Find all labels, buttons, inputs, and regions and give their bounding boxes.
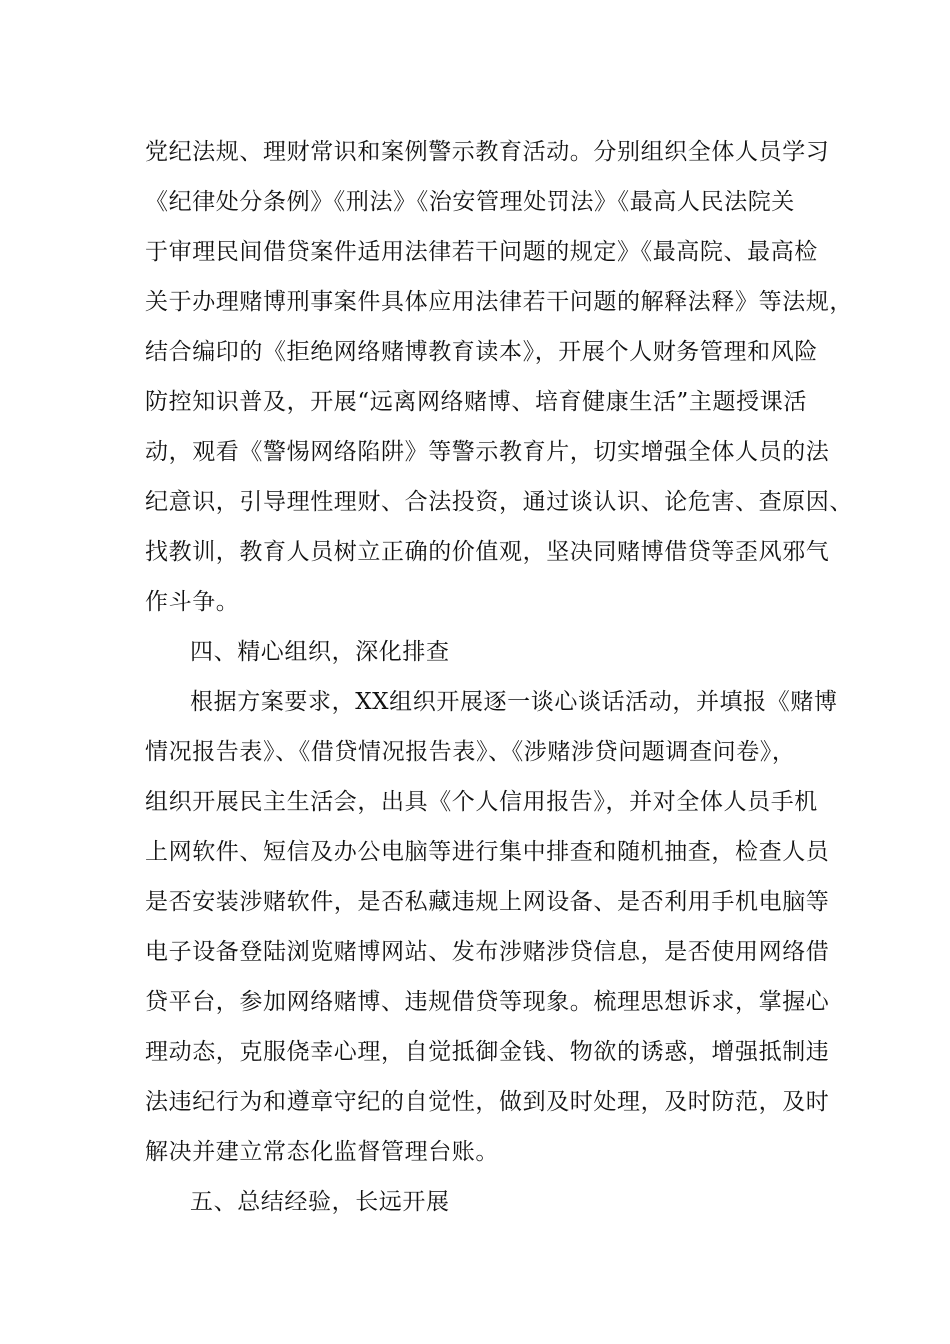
body-text-line: 理动态，克服侥幸心理，自觉抵御金钱、物欲的诱惑，增强抵制违 <box>145 1039 830 1065</box>
body-text-line: 动，观看《警惕网络陷阱》等警示教育片，切实增强全体人员的法 <box>145 439 830 465</box>
body-text-line: 法违纪行为和遵章守纪的自觉性，做到及时处理，及时防范，及时 <box>145 1089 830 1115</box>
body-text-line: 找教训，教育人员树立正确的价值观，坚决同赌博借贷等歪风邪气 <box>145 539 830 565</box>
body-text-line: 纪意识，引导理性理财、合法投资，通过谈认识、论危害、查原因、 <box>145 489 853 515</box>
body-text-line: 组织开展民主生活会，出具《个人信用报告》，并对全体人员手机 <box>145 789 818 815</box>
body-text-line: 情况报告表》、《借贷情况报告表》、《涉赌涉贷问题调查问卷》， <box>145 739 796 765</box>
body-text-line: 《纪律处分条例》《刑法》《治安管理处罚法》《最高人民法院关 <box>145 189 795 215</box>
body-text-line: 上网软件、短信及办公电脑等进行集中排查和随机抽查，检查人员 <box>145 839 830 865</box>
section-heading: 五、总结经验，长远开展 <box>190 1189 450 1215</box>
body-text-line: 结合编印的《拒绝网络赌博教育读本》，开展个人财务管理和风险 <box>145 339 818 365</box>
body-text-line: 是否安装涉赌软件，是否私藏违规上网设备、是否利用手机电脑等 <box>145 889 830 915</box>
body-text-line: 贷平台，参加网络赌博、违规借贷等现象。梳理思想诉求，掌握心 <box>145 989 830 1015</box>
body-text-line: 党纪法规、理财常识和案例警示教育活动。分别组织全体人员学习 <box>145 139 830 165</box>
body-text-line: 防控知识普及，开展“远离网络赌博、培育健康生活”主题授课活 <box>145 389 807 415</box>
body-text-line: 作斗争。 <box>145 589 240 615</box>
body-text-line: 于审理民间借贷案件适用法律若干问题的规定》《最高院、最高检 <box>145 239 818 265</box>
body-text-line: 解决并建立常态化监督管理台账。 <box>145 1139 499 1165</box>
section-heading: 四、精心组织，深化排查 <box>190 639 450 665</box>
body-text-line: 关于办理赌博刑事案件具体应用法律若干问题的解释法释》等法规， <box>145 289 853 315</box>
body-text-line: 电子设备登陆浏览赌博网站、发布涉赌涉贷信息，是否使用网络借 <box>145 939 830 965</box>
body-text-line: 根据方案要求，XX组织开展逐一谈心谈话活动，并填报《赌博 <box>190 689 838 715</box>
